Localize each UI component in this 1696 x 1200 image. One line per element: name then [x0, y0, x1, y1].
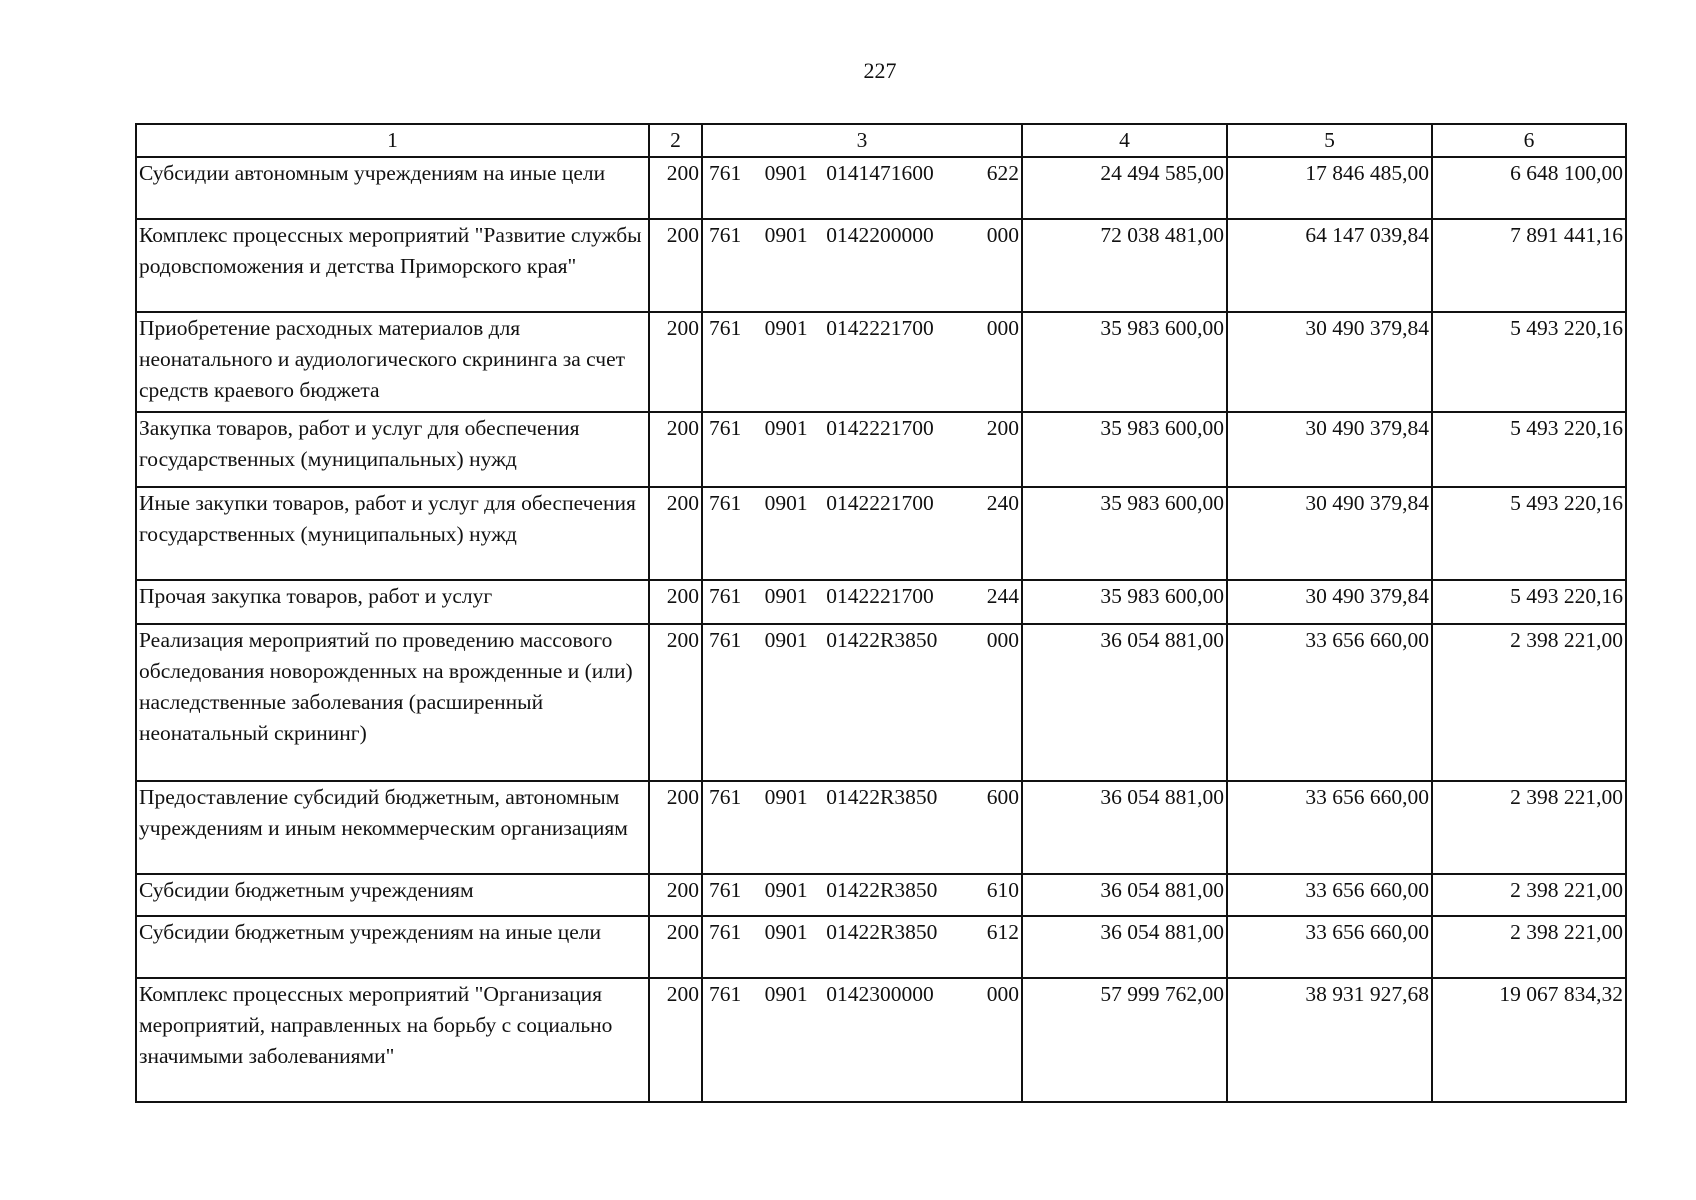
code-part: 240 [986, 491, 1019, 515]
row-col5-cell: 17 846 485,00 [1227, 157, 1432, 219]
row-col4-cell: 35 983 600,00 [1022, 412, 1227, 487]
row-name-cell: Комплекс процессных мероприятий "Организация мероприятий, направленных на борьбу с социально значимыми заболеваниями" [136, 978, 649, 1102]
table-row [136, 916, 1626, 978]
code-part: 761 [709, 920, 742, 944]
row-col4-cell: 36 054 881,00 [1022, 874, 1227, 916]
row-col5-cell: 38 931 927,68 [1227, 978, 1432, 1102]
budget-table [135, 123, 1627, 1103]
row-col6-cell: 2 398 221,00 [1432, 916, 1626, 978]
row-col2-cell: 200 [649, 624, 702, 781]
row-col5-cell: 33 656 660,00 [1227, 874, 1432, 916]
code-part: 600 [986, 785, 1019, 809]
code-part: 622 [986, 161, 1019, 185]
row-col2-cell: 200 [649, 580, 702, 624]
code-part: 0901 [764, 584, 808, 608]
row-col5-cell: 30 490 379,84 [1227, 312, 1432, 412]
code-part: 000 [986, 982, 1019, 1006]
row-col4-cell: 72 038 481,00 [1022, 219, 1227, 312]
code-part: 0901 [764, 416, 808, 440]
table-row [136, 624, 1626, 781]
row-code-cell [702, 412, 1022, 487]
row-col6-cell: 2 398 221,00 [1432, 874, 1626, 916]
code-part: 612 [986, 920, 1019, 944]
table-row [136, 157, 1626, 219]
code-part: 0901 [764, 491, 808, 515]
code-part: 0901 [764, 920, 808, 944]
code-part: 0142200000 [826, 223, 934, 247]
row-col5-cell: 33 656 660,00 [1227, 781, 1432, 874]
code-part: 000 [986, 316, 1019, 340]
row-col2-cell: 200 [649, 487, 702, 580]
row-col4-cell: 57 999 762,00 [1022, 978, 1227, 1102]
row-code-cell [702, 781, 1022, 874]
row-code-cell [702, 157, 1022, 219]
row-col5-cell: 33 656 660,00 [1227, 916, 1432, 978]
row-name-cell: Прочая закупка товаров, работ и услуг [136, 580, 649, 624]
row-col4-cell: 36 054 881,00 [1022, 781, 1227, 874]
row-col5-cell: 30 490 379,84 [1227, 487, 1432, 580]
code-part: 761 [709, 785, 742, 809]
table-row [136, 412, 1626, 487]
code-part: 761 [709, 584, 742, 608]
table-row [136, 874, 1626, 916]
code-part: 761 [709, 982, 742, 1006]
row-col4-cell: 35 983 600,00 [1022, 580, 1227, 624]
column-header-5: 5 [1227, 124, 1432, 157]
table-row [136, 781, 1626, 874]
row-code-cell [702, 624, 1022, 781]
code-part: 0901 [764, 161, 808, 185]
row-col2-cell: 200 [649, 874, 702, 916]
row-col6-cell: 19 067 834,32 [1432, 978, 1626, 1102]
row-name-cell: Комплекс процессных мероприятий "Развитие службы родовспоможения и детства Приморского края" [136, 219, 649, 312]
code-part: 0901 [764, 316, 808, 340]
code-part: 244 [986, 584, 1019, 608]
row-code-cell [702, 580, 1022, 624]
row-col6-cell: 2 398 221,00 [1432, 781, 1626, 874]
row-col4-cell: 36 054 881,00 [1022, 624, 1227, 781]
code-part: 761 [709, 161, 742, 185]
row-col5-cell: 64 147 039,84 [1227, 219, 1432, 312]
row-col4-cell: 35 983 600,00 [1022, 487, 1227, 580]
row-code-cell [702, 916, 1022, 978]
row-col6-cell: 5 493 220,16 [1432, 580, 1626, 624]
code-part: 01422R3850 [826, 920, 938, 944]
row-col2-cell: 200 [649, 781, 702, 874]
row-code-cell [702, 874, 1022, 916]
code-part: 0901 [764, 878, 808, 902]
code-part: 0901 [764, 223, 808, 247]
row-col4-cell: 35 983 600,00 [1022, 312, 1227, 412]
code-part: 01422R3850 [826, 785, 938, 809]
row-col5-cell: 30 490 379,84 [1227, 412, 1432, 487]
row-name-cell: Приобретение расходных материалов для неонатального и аудиологического скрининга за счет средств краевого бюджета [136, 312, 649, 412]
table-row [136, 219, 1626, 312]
row-code-cell [702, 312, 1022, 412]
table-row [136, 580, 1626, 624]
code-part: 761 [709, 878, 742, 902]
row-name-cell: Иные закупки товаров, работ и услуг для обеспечения государственных (муниципальных) нужд [136, 487, 649, 580]
row-name-cell: Субсидии бюджетным учреждениям на иные цели [136, 916, 649, 978]
page-number: 227 [863, 58, 897, 83]
row-name-cell: Предоставление субсидий бюджетным, автономным учреждениям и иным некоммерческим организациям [136, 781, 649, 874]
code-part: 0142221700 [826, 316, 934, 340]
code-part: 0142221700 [826, 416, 934, 440]
column-header-6: 6 [1432, 124, 1626, 157]
row-col2-cell: 200 [649, 978, 702, 1102]
row-col6-cell: 6 648 100,00 [1432, 157, 1626, 219]
code-part: 01422R3850 [826, 878, 938, 902]
code-part: 610 [986, 878, 1019, 902]
row-col4-cell: 24 494 585,00 [1022, 157, 1227, 219]
row-col5-cell: 30 490 379,84 [1227, 580, 1432, 624]
row-col6-cell: 5 493 220,16 [1432, 412, 1626, 487]
column-header-1: 1 [136, 124, 649, 157]
code-part: 200 [986, 416, 1019, 440]
code-part: 0901 [764, 628, 808, 652]
row-col2-cell: 200 [649, 312, 702, 412]
code-part: 0142221700 [826, 491, 934, 515]
row-col6-cell: 7 891 441,16 [1432, 219, 1626, 312]
code-part: 0901 [764, 982, 808, 1006]
column-header-2: 2 [649, 124, 702, 157]
code-part: 761 [709, 416, 742, 440]
code-part: 761 [709, 223, 742, 247]
row-col6-cell: 5 493 220,16 [1432, 312, 1626, 412]
column-header-4: 4 [1022, 124, 1227, 157]
code-part: 761 [709, 628, 742, 652]
row-code-cell [702, 487, 1022, 580]
row-name-cell: Субсидии бюджетным учреждениям [136, 874, 649, 916]
row-col4-cell: 36 054 881,00 [1022, 916, 1227, 978]
row-name-cell: Реализация мероприятий по проведению массового обследования новорожденных на врожденные и (или) наследственные заболевания (расширенный неонатальный скрининг) [136, 624, 649, 781]
table-row [136, 312, 1626, 412]
table-row [136, 978, 1626, 1102]
row-col6-cell: 5 493 220,16 [1432, 487, 1626, 580]
row-col2-cell: 200 [649, 916, 702, 978]
table-row [136, 487, 1626, 580]
code-part: 000 [986, 223, 1019, 247]
row-code-cell [702, 219, 1022, 312]
row-col2-cell: 200 [649, 219, 702, 312]
row-name-cell: Субсидии автономным учреждениям на иные цели [136, 157, 649, 219]
row-col2-cell: 200 [649, 157, 702, 219]
row-name-cell: Закупка товаров, работ и услуг для обеспечения государственных (муниципальных) нужд [136, 412, 649, 487]
row-col2-cell: 200 [649, 412, 702, 487]
table-header-row [136, 124, 1626, 157]
code-part: 0901 [764, 785, 808, 809]
code-part: 0141471600 [826, 161, 934, 185]
code-part: 0142221700 [826, 584, 934, 608]
row-code-cell [702, 978, 1022, 1102]
code-part: 01422R3850 [826, 628, 938, 652]
row-col5-cell: 33 656 660,00 [1227, 624, 1432, 781]
code-part: 761 [709, 316, 742, 340]
code-part: 0142300000 [826, 982, 934, 1006]
column-header-3: 3 [702, 124, 1022, 157]
code-part: 761 [709, 491, 742, 515]
code-part: 000 [986, 628, 1019, 652]
row-col6-cell: 2 398 221,00 [1432, 624, 1626, 781]
